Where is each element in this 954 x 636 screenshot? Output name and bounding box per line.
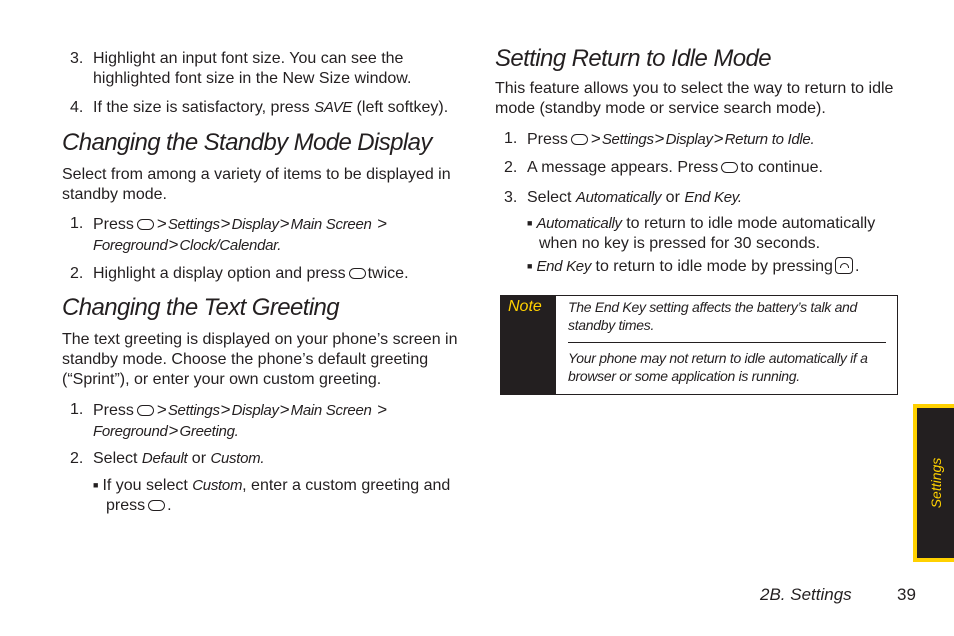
menu-key-icon [721,162,738,173]
menu-key-icon [148,500,165,511]
greeting-step-2: Select Default or Custom. [93,450,265,467]
standby-heading: Changing the Standby Mode Display [62,129,432,156]
step-number: 2. [70,450,84,467]
bullet-icon: ■ [93,480,99,490]
greeting-description: The text greeting is displayed on your phone’s screen in standby mode. Choose the phone’s default greeting (“Sprint”), or enter your own custom greeting. [62,331,458,388]
section-tab-label: Settings [928,457,944,509]
return-step-2: A message appears. Press to continue. [527,159,823,176]
standby-description: Select from among a variety of items to be displayed in standby mode. [62,166,451,203]
footer-section: 2B. Settings [760,585,852,604]
standby-step-2: Highlight a display option and press twice. [93,265,409,282]
step-number: 2. [70,265,84,282]
menu-key-icon [137,219,154,230]
return-idle-description: This feature allows you to select the way to return to idle mode (standby mode or service search mode). [495,80,894,117]
bullet-icon: ■ [527,261,533,271]
standby-step-1: Press >Settings>Display>Main Screen > Foreground>Clock/Calendar. [93,214,388,254]
step-number: 3. [70,50,84,67]
save-softkey-label: SAVE [314,99,353,116]
page-number: 39 [897,585,916,604]
note-text-1: The End Key setting affects the battery’s talk and standby times. [568,299,858,333]
step-number: 2. [504,159,518,176]
end-key-icon [835,257,853,274]
note-label: Note [508,298,542,315]
bullet-icon: ■ [527,218,533,228]
return-step-1: Press >Settings>Display>Return to Idle. [527,129,815,148]
step-number: 4. [70,99,84,116]
step-3-text: Highlight an input font size. You can see the highlighted font size in the New Size window. [93,50,412,87]
note-divider [568,342,886,343]
step-4-text: If the size is satisfactory, press SAVE (left softkey). [93,99,449,116]
menu-key-icon [571,134,588,145]
greeting-step-1: Press >Settings>Display>Main Screen > Foreground>Greeting. [93,400,388,440]
greeting-heading: Changing the Text Greeting [62,294,340,321]
step-number: 1. [70,401,84,418]
step-number: 1. [70,215,84,232]
menu-key-icon [349,268,366,279]
auto-bullet: ■ Automatically to return to idle mode automatically when no key is pressed for 30 seconds. [527,215,876,252]
note-box [500,295,898,395]
step-number: 1. [504,130,518,147]
menu-key-icon [137,405,154,416]
return-idle-heading: Setting Return to Idle Mode [495,45,771,72]
note-text-2: Your phone may not return to idle automatically if a browser or some application is running. [568,350,868,384]
return-step-3: Select Automatically or End Key. [527,189,742,206]
endkey-bullet: ■ End Key to return to idle mode by pressing . [527,258,860,275]
step-number: 3. [504,189,518,206]
greeting-bullet: ■ If you select Custom, enter a custom greeting and press . [93,477,451,514]
